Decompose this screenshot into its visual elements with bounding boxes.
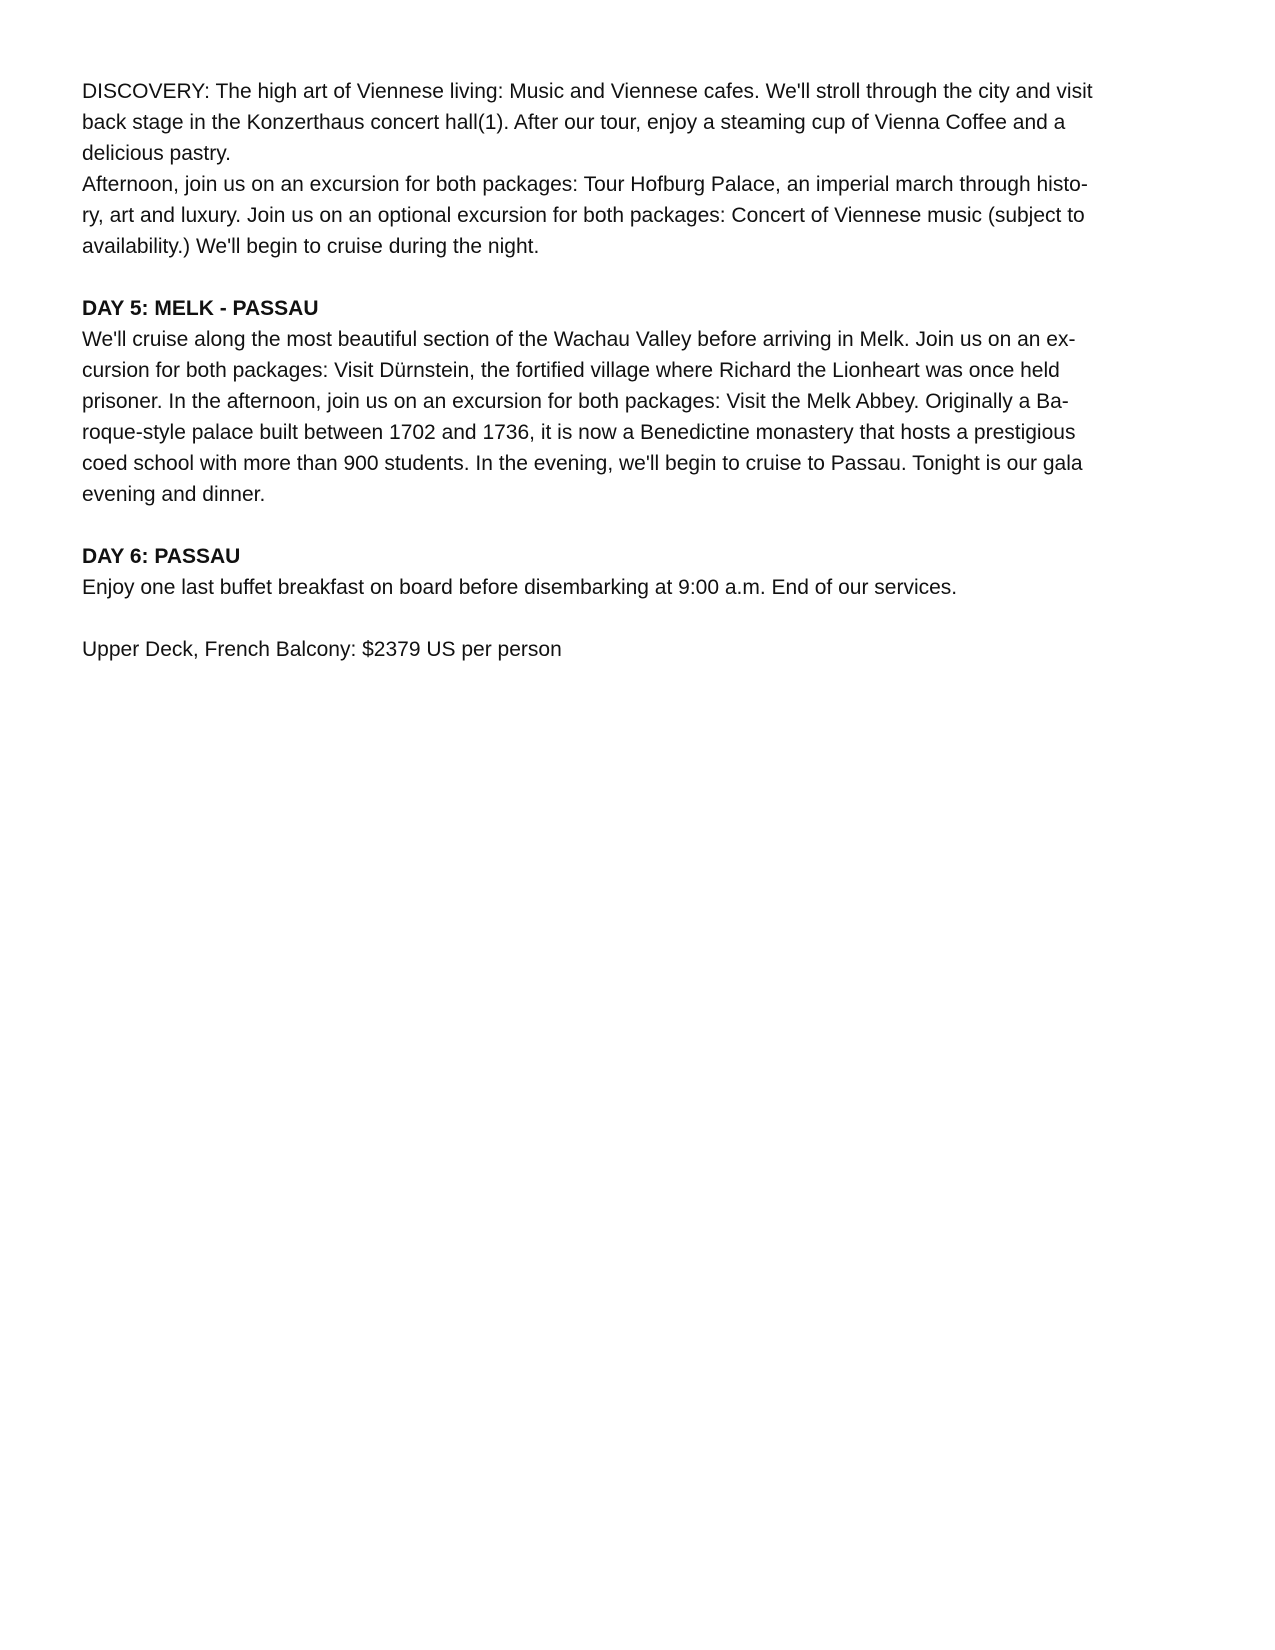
text-line: DISCOVERY: The high art of Viennese living: Music and Viennese cafes. We'll stroll through the city and visit <box>82 80 1093 103</box>
text-line: coed school with more than 900 students. In the evening, we'll begin to cruise to Passau. Tonight is our gala <box>82 452 1083 475</box>
text-line: roque-style palace built between 1702 and 1736, it is now a Benedictine monastery that hosts a prestigious <box>82 421 1076 444</box>
discovery-paragraph <box>82 76 1202 169</box>
text-line: evening and dinner. <box>82 483 266 506</box>
pricing-section <box>82 634 1202 665</box>
text-line: ry, art and luxury. Join us on an optional excursion for both packages: Concert of Viennese music (subject to <box>82 204 1085 227</box>
text-line: cursion for both packages: Visit Dürnstein, the fortified village where Richard the Lionheart was once held <box>82 359 1060 382</box>
price-line: Upper Deck, French Balcony: $2379 US per person <box>82 638 562 661</box>
text-line: We'll cruise along the most beautiful section of the Wachau Valley before arriving in Melk. Join us on an ex- <box>82 328 1076 351</box>
spacer <box>82 262 1202 293</box>
spacer <box>82 603 1202 634</box>
day6-section <box>82 541 1202 603</box>
day5-section <box>82 293 1202 510</box>
text-line: delicious pastry. <box>82 142 232 165</box>
text-line: back stage in the Konzerthaus concert hall(1). After our tour, enjoy a steaming cup of Vienna Coffee and a <box>82 111 1066 134</box>
day6-heading: DAY 6: PASSAU <box>82 545 241 568</box>
text-line: Enjoy one last buffet breakfast on board before disembarking at 9:00 a.m. End of our services. <box>82 576 958 599</box>
day5-heading: DAY 5: MELK - PASSAU <box>82 297 319 320</box>
afternoon-paragraph <box>82 169 1202 262</box>
text-line: availability.) We'll begin to cruise during the night. <box>82 235 540 258</box>
spacer <box>82 510 1202 541</box>
text-line: prisoner. In the afternoon, join us on an excursion for both packages: Visit the Melk Abbey. Originally a Ba- <box>82 390 1069 413</box>
document-page <box>82 76 1202 665</box>
text-line: Afternoon, join us on an excursion for both packages: Tour Hofburg Palace, an imperial march through histo- <box>82 173 1088 196</box>
